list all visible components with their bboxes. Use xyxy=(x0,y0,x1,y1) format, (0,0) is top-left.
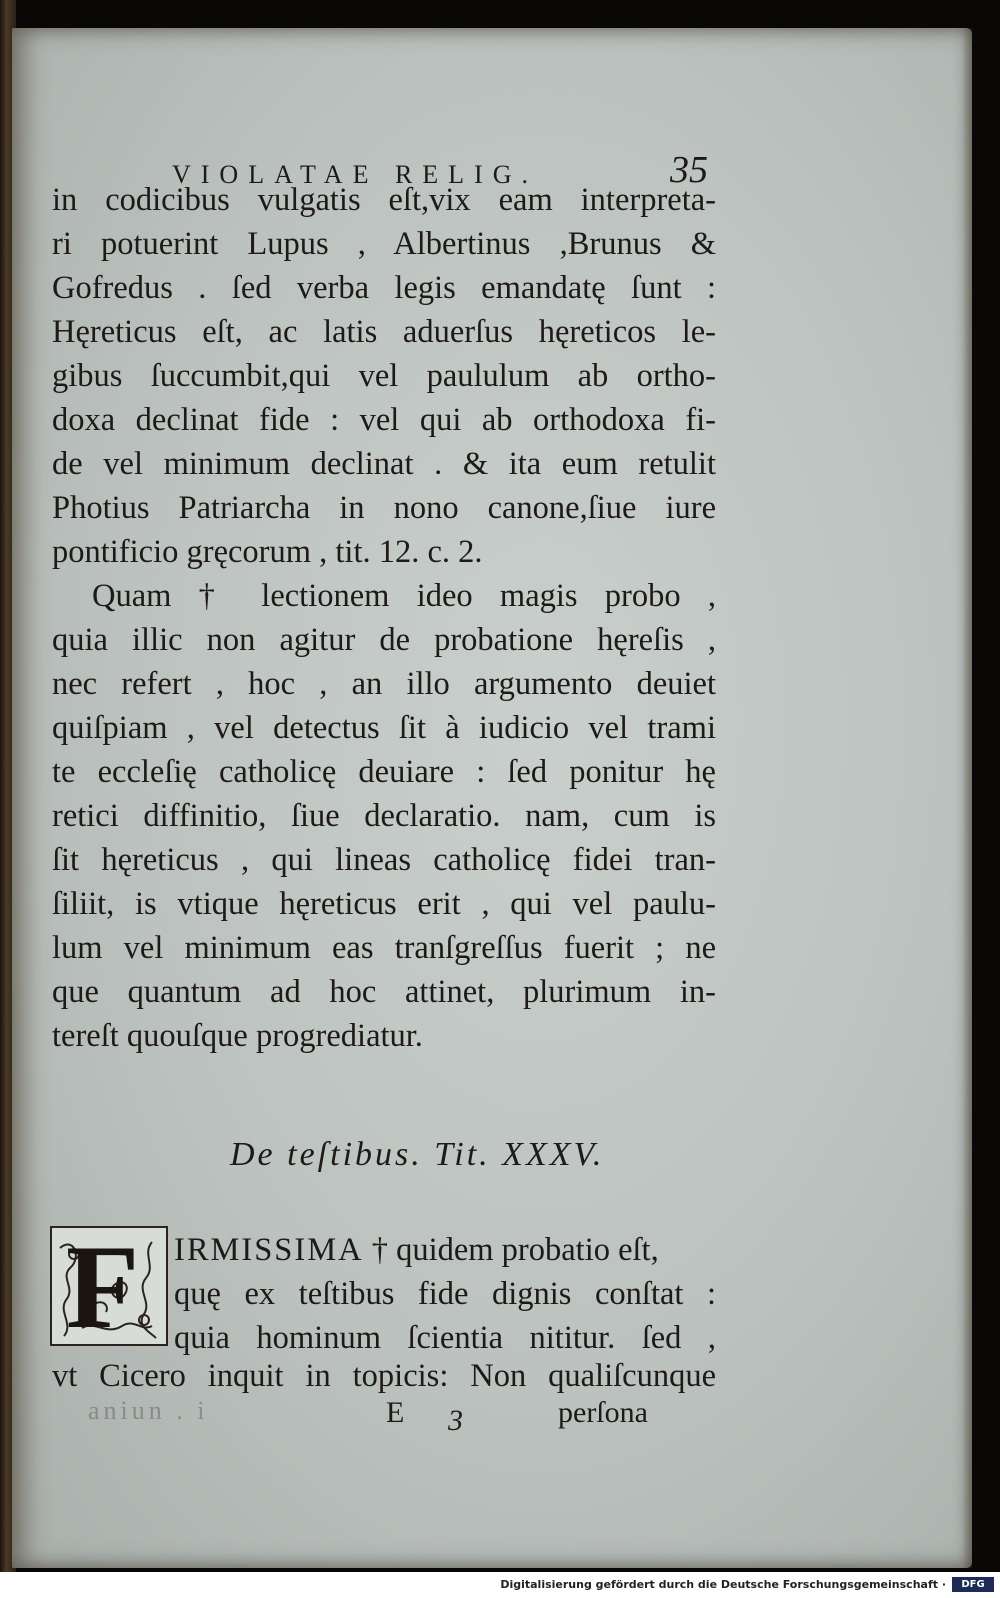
book-page xyxy=(12,28,972,1568)
text-line: quiſpiam , vel detectus ſit à iudicio vel trami xyxy=(52,710,716,746)
text-line: Hęreticus eſt, ac latis aduerſus hęreticos le- xyxy=(52,314,716,350)
text-line: gibus ſuccumbit,qui vel paululum ab ortho- xyxy=(52,358,716,394)
section-title: De teſtibus. Tit. XXXV. xyxy=(230,1136,605,1173)
text-line: quia hominum ſcientia nititur. ſed , xyxy=(174,1320,716,1356)
text-line: retici diffinitio, ſiue declaratio. nam, cum is xyxy=(52,798,716,834)
text-line: lum vel minimum eas tranſgreſſus fuerit ; ne xyxy=(52,930,716,966)
dfg-logo: DFG xyxy=(952,1577,994,1592)
text-line: tereſt quouſque progrediatur. xyxy=(52,1018,423,1054)
signature-mark: E xyxy=(386,1396,405,1429)
page-number: 35 xyxy=(670,149,708,191)
text-line: Photius Patriarcha in nono canone,ſiue iure xyxy=(52,490,716,526)
show-through-text: aniun . i xyxy=(88,1396,209,1425)
catchword: perſona xyxy=(558,1396,648,1429)
signature-number: 3 xyxy=(448,1404,463,1437)
text-line: quę ex teſtibus fide dignis conſtat : xyxy=(174,1276,716,1312)
text-line: te eccleſię catholicę deuiare : ſed ponitur hę xyxy=(52,754,716,790)
text-line: ſiliit, is vtique hęreticus erit , qui vel paulu- xyxy=(52,886,716,922)
first-word: IRMISSIMA xyxy=(174,1232,364,1268)
text-line: doxa declinat fide : vel qui ab orthodoxa fi- xyxy=(52,402,716,438)
text-line: nec refert , hoc , an illo argumento deuiet xyxy=(52,666,716,702)
text-line: pontificio gręcorum , tit. 12. c. 2. xyxy=(52,534,483,570)
page-edge-shadow xyxy=(962,28,972,1568)
text-line: que quantum ad hoc attinet, plurimum in- xyxy=(52,974,716,1010)
text-line: vt Cicero inquit in topicis: Non qualiſcunque xyxy=(52,1358,716,1394)
text-line: in codicibus vulgatis eſt,vix eam interpreta- xyxy=(52,182,716,218)
text-line: Gofredus . ſed verba legis emandatę ſunt : xyxy=(52,270,716,306)
digitization-credit: Digitalisierung gefördert durch die Deutsche Forschungsgemeinschaft · xyxy=(500,1578,946,1591)
text-line: ri potuerint Lupus , Albertinus ,Brunus & xyxy=(52,226,716,262)
text-line xyxy=(174,1228,716,1272)
digitization-footer xyxy=(0,1572,1000,1598)
text-line: de vel minimum declinat . & ita eum retulit xyxy=(52,446,716,482)
decorated-initial xyxy=(50,1220,168,1353)
running-head: VIOLATAE RELIG. xyxy=(172,160,538,189)
text-line: ſit hęreticus , qui lineas catholicę fidei tran- xyxy=(52,842,716,878)
initial-letter: F xyxy=(66,1220,140,1353)
text-line: quia illic non agitur de probatione hęreſis , xyxy=(52,622,716,658)
text-run: † quidem probatio eſt, xyxy=(371,1232,659,1268)
text-line: Quam † lectionem ideo magis probo , xyxy=(92,578,716,614)
